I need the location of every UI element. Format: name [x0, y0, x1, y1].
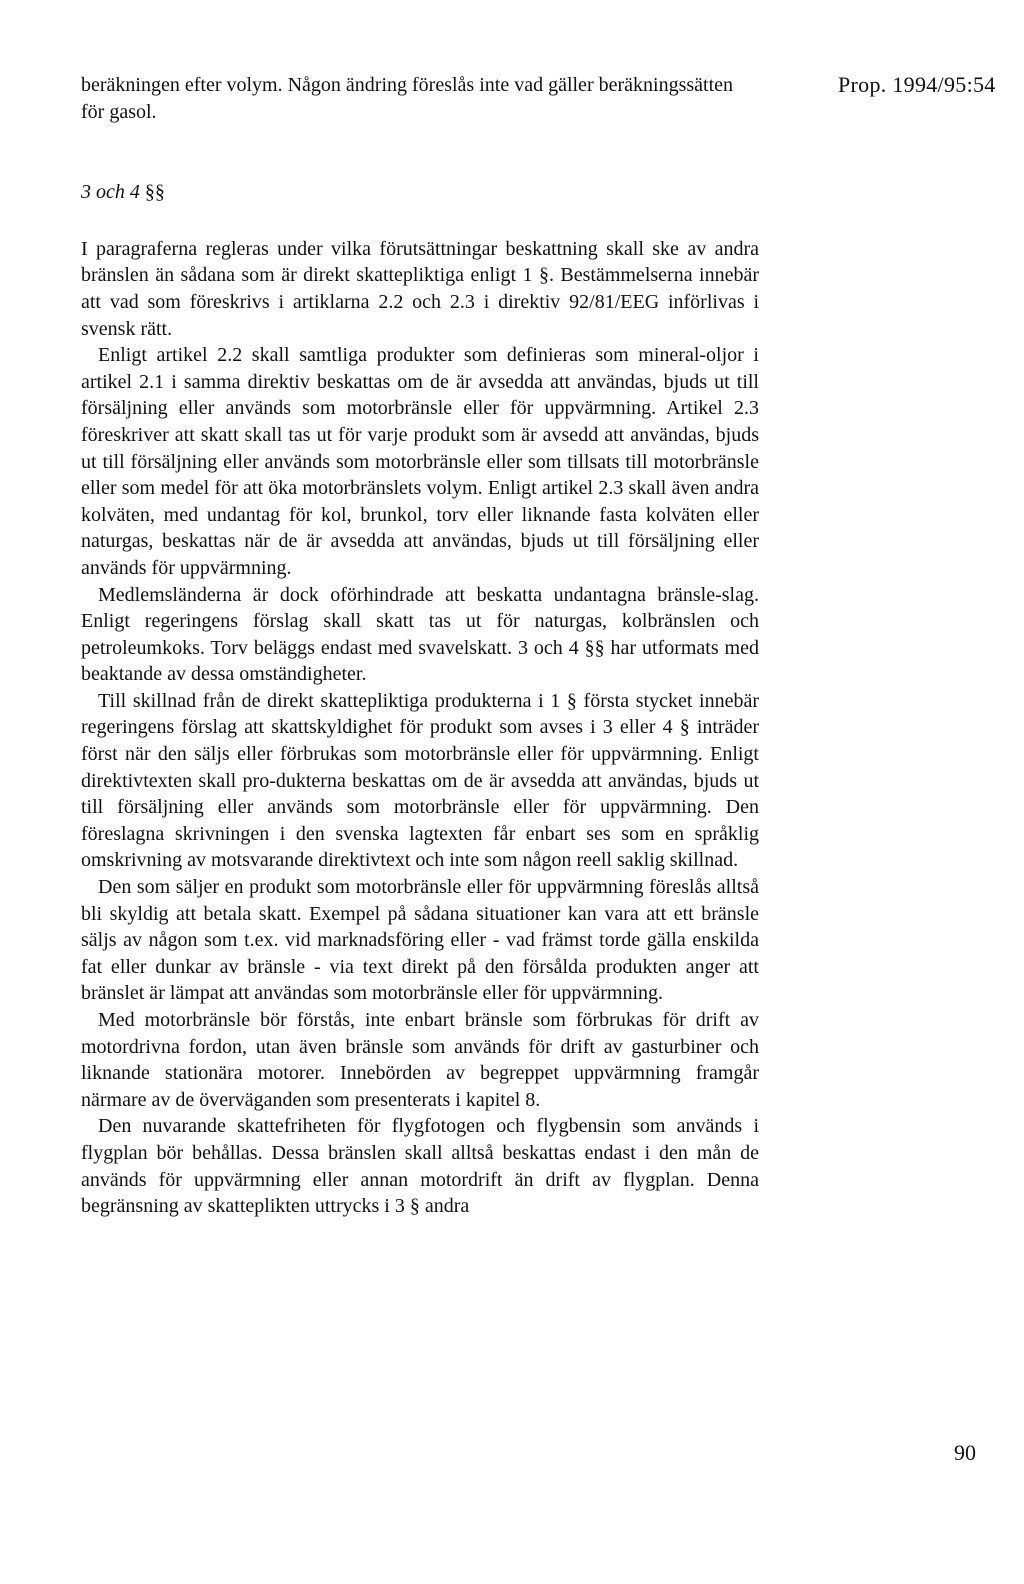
body-column — [81, 72, 759, 1220]
proposition-reference: Prop. 1994/95:54 — [838, 72, 996, 97]
body-paragraph-6: Med motorbränsle bör förstås, inte enbart bränsle som förbrukas för drift av motordrivna fordon, utan även bränsle som används för drift av gasturbiner och liknande stationära motorer. Innebörden av begreppet uppvärmning framgår närmare av de överväganden som presenterats i kapitel 8. — [81, 1009, 759, 1111]
body-paragraph-2: Enligt artikel 2.2 skall samtliga produkter som definieras som mineral-oljor i artikel 2.1 i samma direktiv beskattas om de är avsedda att användas, bjuds ut till försäljning eller används som motorbränsle eller för uppvärmning. Artikel 2.3 föreskriver att skatt skall tas ut för varje produkt som är avsedd att användas, bjuds ut till försäljning eller används som motorbränsle eller som tillsats till motorbränsle eller som medel för att öka motorbränslets volym. Enligt artikel 2.3 skall även andra kolväten, med undantag för kol, brunkol, torv eller liknande fasta kolväten eller naturgas, beskattas när de är avsedda att användas, bjuds ut till försäljning eller används för uppvärmning. — [81, 344, 759, 579]
body-paragraph-3: Medlemsländerna är dock oförhindrade att beskatta undantagna bränsle-slag. Enligt regeringens förslag skall skatt tas ut för naturgas, kolbränslen och petroleumkoks. Torv beläggs endast med svavelskatt. 3 och 4 §§ har utformats med beaktande av dessa omständigheter. — [81, 583, 759, 686]
section-heading-number: 3 och 4 — [81, 181, 140, 204]
body-paragraph-7: Den nuvarande skattefriheten för flygfotogen och flygbensin som används i flygplan bör behållas. Dessa bränslen skall alltså beskattas endast i den mån de används för uppvärmning eller annan motordrift än drift av flygplan. Denna begränsning av skatteplikten uttrycks i 3 § andra — [81, 1115, 759, 1218]
section-heading — [81, 179, 759, 206]
intro-paragraph: beräkningen efter volym. Någon ändring föreslås inte vad gäller beräkningssätten för gasol. — [81, 74, 734, 123]
body-paragraph-1: I paragraferna regleras under vilka förutsättningar beskattning skall ske av andra bränslen än sådana som är direkt skattepliktiga enligt 1 §. Bestämmelserna innebär att vad som föreskrivs i artiklarna 2.2 och 2.3 i direktiv 92/81/EEG införlivas i svensk rätt. — [81, 237, 759, 340]
body-paragraph-4: Till skillnad från de direkt skattepliktiga produkterna i 1 § första stycket innebär regeringens förslag att skattskyldighet för produkt som avses i 3 eller 4 § inträder först när den säljs eller förbrukas som motorbränsle eller för uppvärmning. Enligt direktivtexten skall pro-dukterna beskattas om de är avsedda att användas, bjuds ut till försäljning eller används som motorbränsle eller för uppvärmning. Den föreslagna skrivningen i den svenska lagtexten får enbart ses som en språklig omskrivning av motsvarande direktivtext och inte som någon reell saklig skillnad. — [81, 689, 759, 872]
page-number: 90 — [954, 1440, 976, 1465]
body-paragraph-5: Den som säljer en produkt som motorbränsle eller för uppvärmning föreslås alltså bli skyldig att betala skatt. Exempel på sådana situationer kan vara att ett bränsle säljs av någon som t.ex. vid marknadsföring eller - vad främst torde gälla enskilda fat eller dunkar av bränsle - via text direkt på den försålda produkten anger att bränslet är lämpat att användas som motorbränsle eller för uppvärmning. — [81, 876, 759, 1005]
section-heading-symbol: §§ — [144, 181, 165, 204]
